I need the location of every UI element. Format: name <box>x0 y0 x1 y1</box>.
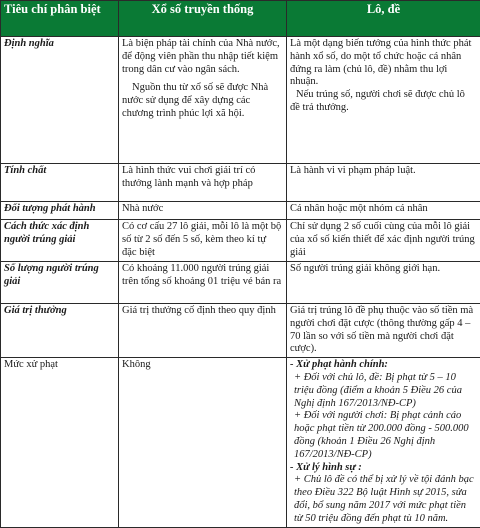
lode-cell <box>287 220 480 262</box>
traditional-cell <box>119 262 287 304</box>
table-row <box>1 304 480 358</box>
admin-penalty-item: + Đối với chủ lô, đề: Bị phạt từ 5 – 10 triệu đồng (điểm a khoản 5 Điều 26 của Nghị định 167/2013/NĐ-CP) <box>290 372 477 410</box>
traditional-text: Là biện pháp tài chính của Nhà nước, để động viên phần thu nhập tiết kiệm trong dân cư vào ngân sách. <box>122 38 283 76</box>
traditional-text: Giá trị thưởng cố định theo quy định <box>122 305 283 318</box>
traditional-cell <box>119 220 287 262</box>
traditional-cell <box>119 37 287 164</box>
lode-penalty-cell <box>287 358 480 527</box>
lode-cell <box>287 37 480 164</box>
traditional-text: Là hình thức vui chơi giải trí có thưởng lành mạnh và hợp pháp <box>122 165 283 191</box>
lode-text: Số người trúng giải không giới hạn. <box>290 263 477 276</box>
lode-cell <box>287 164 480 202</box>
traditional-cell <box>119 358 287 527</box>
row-criterion: Tính chất <box>1 164 119 202</box>
header-criteria: Tiêu chí phân biệt <box>1 1 119 37</box>
lode-cell <box>287 202 480 220</box>
traditional-cell <box>119 164 287 202</box>
lode-cell <box>287 262 480 304</box>
traditional-text: Có khoảng 11.000 người trúng giải trên tổng số khoảng 01 triệu vé bán ra <box>122 263 283 289</box>
lode-text: Nếu trúng số, người chơi sẽ được chủ lô đề trả thưởng. <box>290 89 477 115</box>
lode-text: Chỉ sử dụng 2 số cuối cùng của mỗi lô giải của xổ số kiến thiết để xác định người trúng giải <box>290 221 477 259</box>
table-row <box>1 358 480 527</box>
table-row <box>1 202 480 220</box>
row-criterion: Giá trị thưởng <box>1 304 119 358</box>
traditional-text: Nguồn thu từ xổ số sẽ được Nhà nước sử dụng để xây dựng các chương trình phúc lợi xã hội. <box>122 82 283 120</box>
row-criterion: Cách thức xác định người trúng giải <box>1 220 119 262</box>
table-row <box>1 262 480 304</box>
row-criterion: Định nghĩa <box>1 37 119 164</box>
traditional-text: Nhà nước <box>122 203 283 216</box>
lode-cell <box>287 304 480 358</box>
lode-text: Là hành vi vi phạm pháp luật. <box>290 165 477 178</box>
criminal-penalty-item: + Chủ lô đề có thể bị xử lý về tội đánh bạc theo Điều 322 Bộ luật Hình sự 2015, sửa đổi, bổ sung năm 2017 với mức phạt tiền từ 50 triệu đồng đến phạt tù 10 năm. <box>290 474 477 525</box>
row-criterion: Đối tượng phát hành <box>1 202 119 220</box>
criminal-penalty-title: - Xử lý hình sự : <box>290 462 477 475</box>
traditional-text: Có cơ cấu 27 lô giải, mỗi lô là một bộ số từ 2 số đến 5 số, kèm theo kí tự đặc biệt <box>122 221 283 259</box>
traditional-cell <box>119 202 287 220</box>
traditional-text: Không <box>122 359 283 372</box>
table-header-row <box>1 1 480 37</box>
table-row <box>1 220 480 262</box>
header-lo-de: Lô, đề <box>287 1 480 37</box>
lode-text: Là một dạng biến tướng của hình thức phát hành xổ số, do một tổ chức hoặc cá nhân đứng ra làm (chủ lô, đề) nhằm thu lợi nhuận. <box>290 38 477 89</box>
admin-penalty-item: + Đối với người chơi: Bị phạt cảnh cáo hoặc phạt tiền từ 200.000 đồng - 500.000 đồng (khoản 1 Điều 26 Nghị định 167/2013/NĐ-CP) <box>290 410 477 461</box>
lode-text: Giá trị trúng lô đề phụ thuộc vào số tiền mà người chơi đặt cược (thông thường gấp 4 – 70 lần so với số tiền mà người chơi đặt cược). <box>290 305 477 356</box>
admin-penalty-title: - Xử phạt hành chính: <box>290 359 477 372</box>
row-criterion: Số lượng người trúng giải <box>1 262 119 304</box>
table-row <box>1 164 480 202</box>
row-criterion: Mức xử phạt <box>1 358 119 527</box>
table-row <box>1 37 480 164</box>
traditional-cell <box>119 304 287 358</box>
lode-text: Cá nhân hoặc một nhóm cá nhân <box>290 203 477 216</box>
header-traditional-lottery: Xổ số truyền thống <box>119 1 287 37</box>
